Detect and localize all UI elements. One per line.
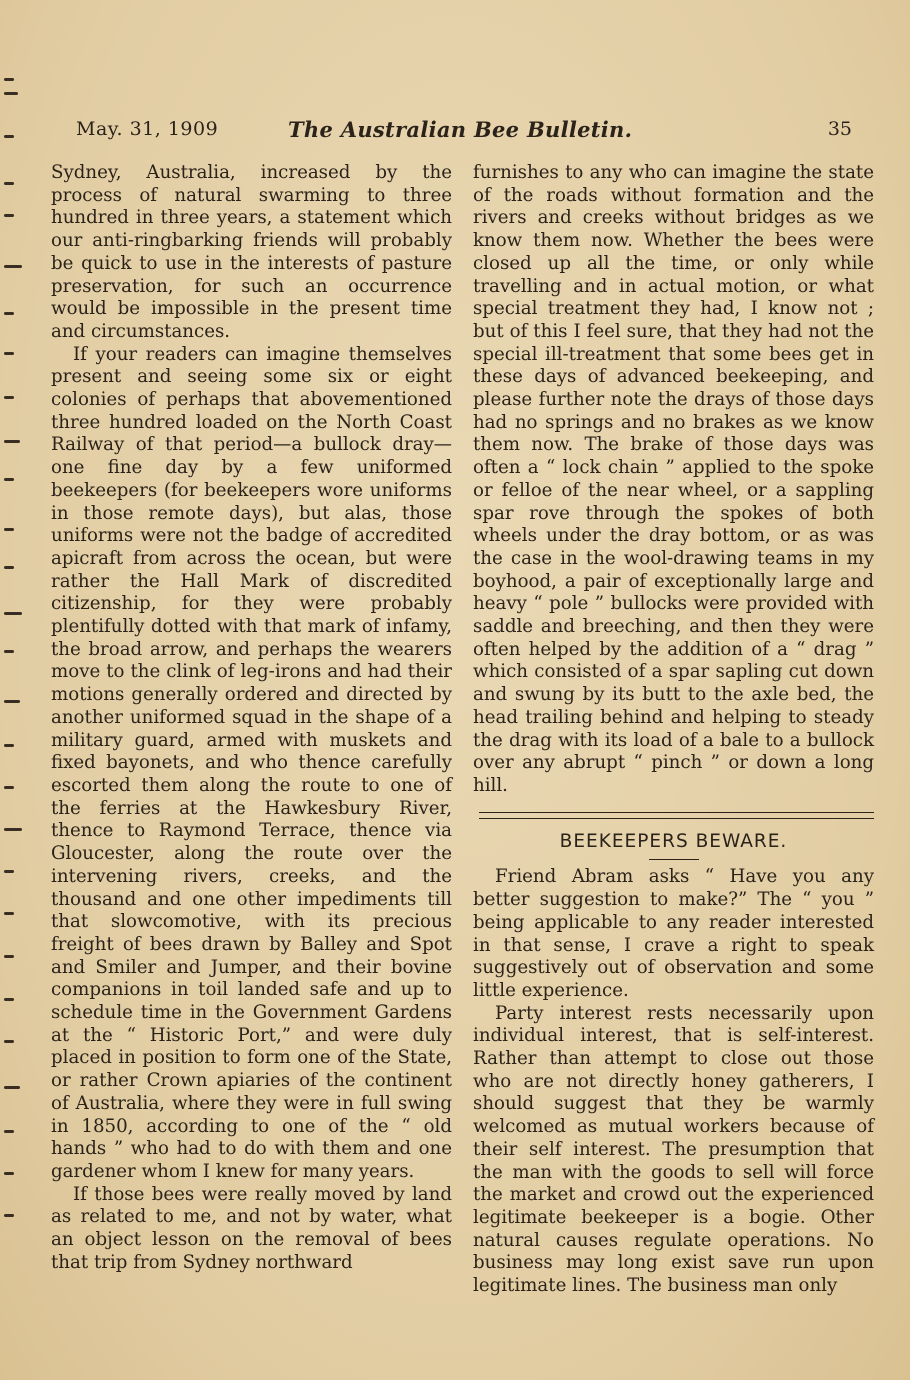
right-continuation-paragraph: furnishes to any who can imagine the state of the roads without formation and the rivers and creeks without bridges as we know them now. Whether the bees were closed up all the time, or only while travelling and in actual motion, or what special treatment they had, I know not ; but of this I feel sure, that they had not the special ill-treatment that some bees get in these days of advanced beekeeping, and please further note the drays of those days had no springs and no brakes as we know them now. The brake of those days was often a “ lock chain ” applied to the spoke or felloe of the near wheel, or a sappling spar rove through the spokes of both wheels under the dray bottom, or as was the case in the wool-drawing teams in my boyhood, a pair of exceptionally large and heavy “ pole ” bullocks were provided with saddle and breeching, and then they were often helped by the addition of a “ drag ” which consisted of a spar sapling cut down and swung by its butt to the axle bed, the head trailing behind and helping to steady the drag with its load of a bale to a bullock over any abrupt “ pinch ” or down a long hill.	[473, 162, 874, 796]
section-paragraph-2: Party interest rests necessarily upon individual interest, that is self-interest. Rather than attempt to close out those who are not directly honey gatherers, I should suggest that they be warmly welcomed as mutual workers because of their self interest. The presumption that the man with the goods to sell will force the market and crowd out the experienced legitimate beekeeper is a bogie. Other natural causes regulate operations. No business may long exist save run upon legitimate lines. The business man only	[473, 1002, 874, 1297]
publication-title: The Australian Bee Bulletin.	[288, 117, 633, 142]
page-number: 35	[827, 118, 852, 140]
section-paragraph-1: Friend Abram asks “ Have you any better suggestion to make?” The “ you ” being applicable to any reader interested in that sense, I crave a right to speak suggestively out of observation and some little experience.	[473, 866, 874, 1001]
section-title: BEEKEEPERS BEWARE.	[559, 830, 788, 852]
left-paragraph-2: If your readers can imagine themselves present and seeing some six or eight colonies of perhaps that abovementioned three hundred loaded on the North Coast Railway of that period—a bullock dray—one fine day by a few uniformed beekeepers (for beekeepers wore uniforms in those remote days), but alas, those uniforms were not the badge of accredited apicraft from across the ocean, but were rather the Hall Mark of discredited citizenship, for they were probably plentifully dotted with that mark of infamy, the broad arrow, and perhaps the wearers move to the clink of leg-irons and had their motions generally ordered and directed by another uniformed squad in the shape of a military guard, armed with muskets and fixed bayonets, and who thence carefully escorted them along the route to one of the ferries at the Hawkesbury River, thence to Raymond Terrace, thence via Gloucester, along the route over the intervening rivers, creeks, and the thousand and one other impediments till that slowcomotive, with its precious freight of bees drawn by Balley and Spot and Smiler and Jumper, and their bovine companions in toil landed safe and up to schedule time in the Government Gardens at the “ Historic Port,” and were duly placed in position to form one of the State, or rather Crown apiaries of the continent of Australia, where they were in full swing in 1850, according to one of the “ old hands ” who had to do with them and one gardener whom I knew for many years.	[51, 343, 452, 1182]
section-divider	[479, 812, 874, 819]
left-column	[51, 162, 452, 1274]
title-dash	[649, 859, 699, 860]
right-column	[473, 162, 874, 1298]
issue-date: May. 31, 1909	[76, 118, 219, 140]
left-paragraph-3: If those bees were really moved by land as related to me, and not by water, what an object lesson on the removal of bees that trip from Sydney northward	[51, 1183, 452, 1273]
left-paragraph-1: Sydney, Australia, increased by the process of natural swarming to three hundred in three years, a statement which our anti-ringbarking friends will probably be quick to use in the interests of pasture preservation, for such an occurrence would be impossible in the present time and circumstances.	[51, 162, 452, 342]
page-header	[76, 118, 856, 144]
binding-margin-marks	[0, 0, 30, 1380]
